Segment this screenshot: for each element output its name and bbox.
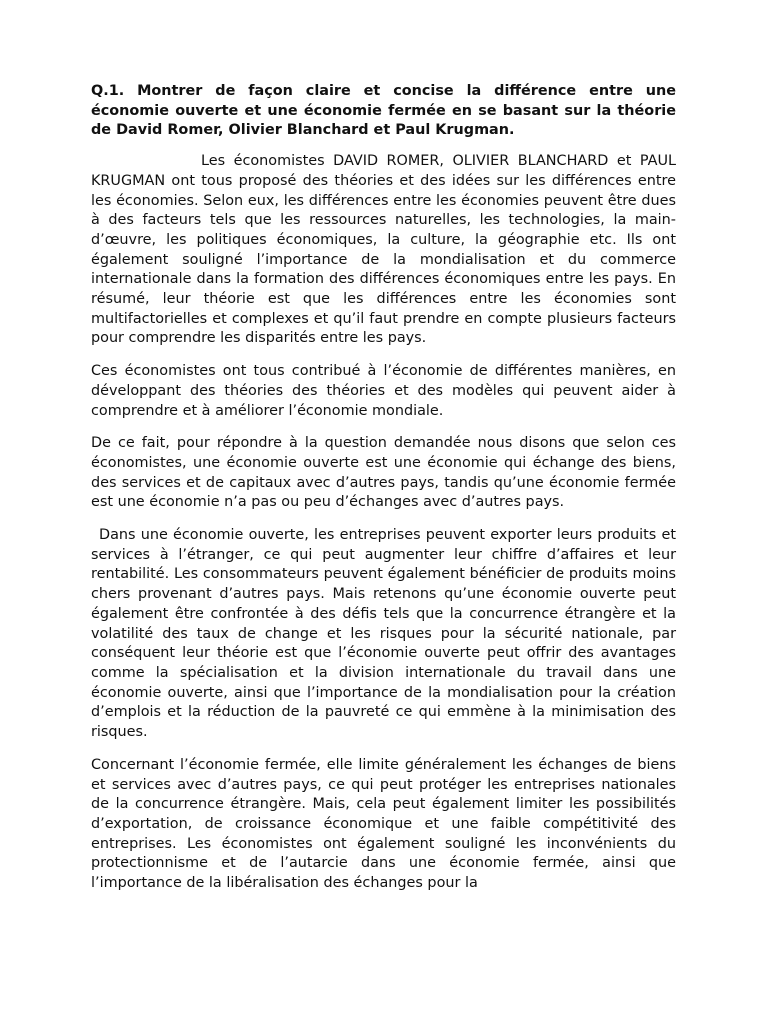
question-heading: Q.1. Montrer de façon claire et concise la différence entre une économie ouverte et une économie fermée en se basant sur la théorie de David Romer, Olivier Blanchard et Paul Krugman. bbox=[91, 83, 676, 139]
paragraph-open-economy: Dans une économie ouverte, les entreprises peuvent exporter leurs produits et services à l’étranger, ce qui peut augmenter leur chiffre d’affaires et leur rentabilité. Les consommateurs peuvent également bénéficier de produits moins chers provenant d’autres pays. Mais retenons qu’une économie ouverte peut également être confrontée à des défis tels que la concurrence étrangère et la volatilité des taux de change et les risques pour la sécurité nationale, par conséquent leur théorie est que l’économie ouverte peut offrir des avantages comme la spécialisation et la division internationale du travail dans une économie ouverte, ainsi que l’importance de la mondialisation pour la création d’emplois et la réduction de la pauvreté ce qui emmène à la minimisation des risques. bbox=[91, 527, 676, 741]
paragraph-definition: De ce fait, pour répondre à la question demandée nous disons que selon ces économistes, une économie ouverte est une économie qui échange des biens, des services et de capitaux avec d’autres pays, tandis qu’une économie fermée est une économie n’a pas ou peu d’échanges avec d’autres pays. bbox=[91, 435, 676, 511]
document-page bbox=[91, 82, 676, 907]
paragraph-closed-economy: Concernant l’économie fermée, elle limite généralement les échanges de biens et services avec d’autres pays, ce qui peut protéger les entreprises nationales de la concurrence étrangère. Mais, cela peut également limiter les possibilités d’exportation, de croissance économique et une faible compétitivité des entreprises. Les économistes ont également souligné les inconvénients du protectionnisme et de l’autarcie dans une économie fermée, ainsi que l’importance de la libéralisation des échanges pour la bbox=[91, 756, 676, 892]
paragraph-economists-theory: Les économistes DAVID ROMER, OLIVIER BLANCHARD et PAUL KRUGMAN ont tous proposé des théories et des idées sur les différences entre les économies. Selon eux, les différences entre les économies peuvent être dues à des facteurs tels que les ressources naturelles, les technologies, la main-d’œuvre, les politiques économiques, la culture, la géographie etc. Ils ont également souligné l’importance de la mondialisation et du commerce internationale dans la formation des différences économiques entre les pays. En résumé, leur théorie est que les différences entre les économies sont multifactorielles et complexes et qu’il faut prendre en compte plusieurs facteurs pour comprendre les disparités entre les pays. bbox=[91, 153, 676, 347]
paragraph-contributions: Ces économistes ont tous contribué à l’économie de différentes manières, en développant des théories des théories et des modèles qui peuvent aider à comprendre et à améliorer l’économie mondiale. bbox=[91, 363, 676, 419]
